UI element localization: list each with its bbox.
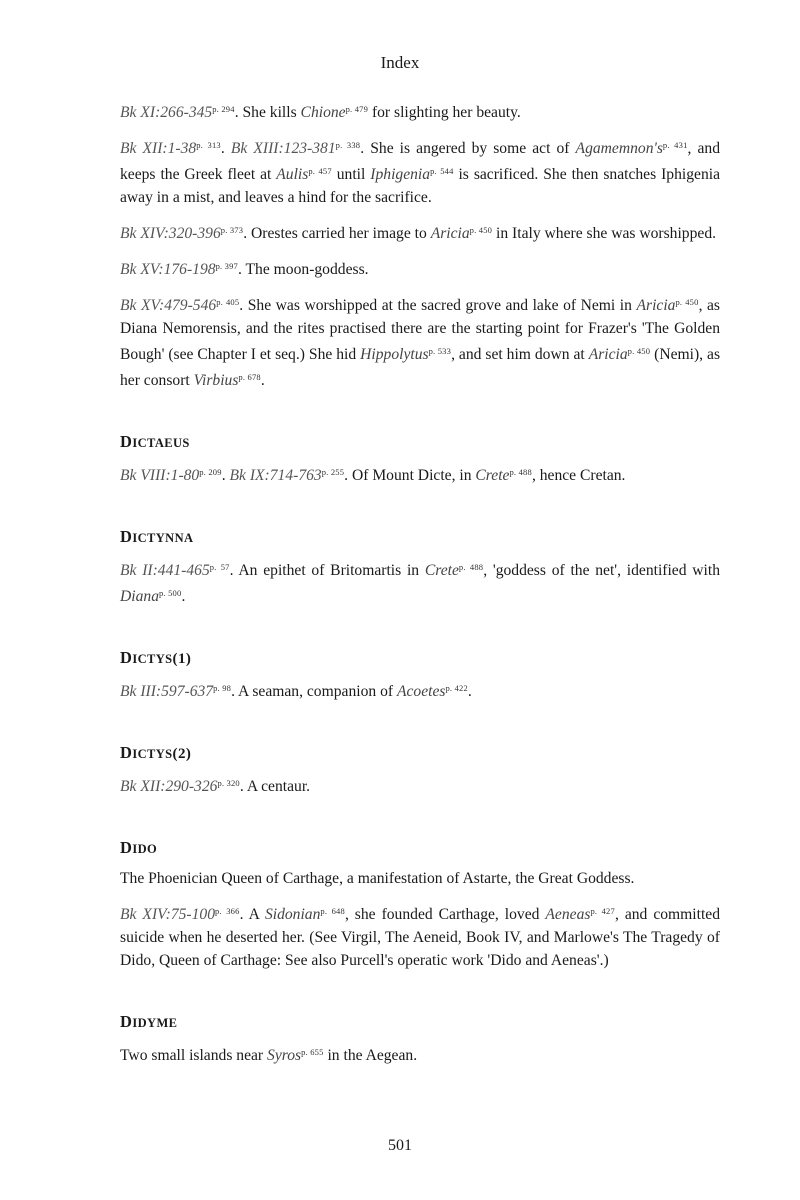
cross-reference[interactable]: Syros <box>267 1047 302 1064</box>
book-reference[interactable]: Bk XIII:123-381 <box>230 140 336 157</box>
cross-reference[interactable]: Aricia <box>430 225 470 242</box>
entry-paragraph: Bk $III:597-637^{p. 98}$. A seaman, companion of Acoetes$^{p. 422}$. <box>120 683 472 700</box>
page-ref[interactable]: p. 457 <box>308 166 332 176</box>
entry-paragraph: Bk $VIII:1-80^{p. 209}$. Bk $IX:714-763^{p. 255}$. Of Mount Dicte, in Crete$^{p. 488}$, hence Cretan. <box>120 467 626 484</box>
page-ref[interactable]: p. 488 <box>458 562 484 572</box>
page-ref[interactable]: p. 320 <box>217 778 240 788</box>
cross-reference[interactable]: Diana <box>120 588 159 605</box>
diana-paragraph-2: Bk $XII:1-38^{p. 313}$. Bk $XIII:123-381^{p. 338}$. She is angered by some act of $Agamemnon's^{p. 431}$, and keeps the Greek fleet at Aulis$^{p. 457}$ until Iphigenia$^{p. 544}$ is sacrificed. She then snatches Iphigenia away in a mist, and leaves a hind for the sacrifice. <box>120 140 721 206</box>
entry-paragraph: Two small islands near Syros$^{p. 655}$ in the Aegean. <box>120 1047 418 1064</box>
headword: DICTAEUS <box>120 432 190 451</box>
diana-paragraph-3: Bk $XIV:320-396^{p. 373}$. Orestes carried her image to Aricia$^{p. 450}$ in Italy where she was worshipped. <box>120 225 717 242</box>
diana-paragraph-4: Bk $XV:176-198^{p. 397}$. The moon-goddess. <box>120 261 369 278</box>
page-ref[interactable]: p. 427 <box>590 906 615 916</box>
page-ref[interactable]: p. 450 <box>627 346 651 356</box>
book-reference[interactable]: Bk XV:479-546 <box>120 297 217 314</box>
book-reference[interactable]: Bk XV:176-198 <box>120 261 216 278</box>
page-ref[interactable]: p. 98 <box>213 683 232 693</box>
entry-dictys-2 <box>120 743 720 798</box>
entry-paragraph: Bk $XII:290-326^{p. 320}$. A centaur. <box>120 778 311 795</box>
cross-reference[interactable]: Acoetes <box>396 683 446 700</box>
book-reference[interactable]: Bk II:441-465 <box>120 562 210 579</box>
page-ref[interactable]: p. 57 <box>209 562 230 572</box>
book-reference[interactable]: Bk III:597-637 <box>120 683 214 700</box>
cross-reference[interactable]: Hippolytus <box>360 346 429 363</box>
entry-paragraph: Bk $XIV:75-100^{p. 366}$. A Sidonian$^{p. 648}$, she founded Carthage, loved Aeneas$^{p. 427}$, and committed suicide when he deserted her. (See Virgil, The Aeneid, Book IV, and Marlowe's The Tragedy of Dido, Queen of Carthage: See also Purcell's operatic work 'Dido and Aeneas'.) <box>120 906 721 969</box>
book-reference[interactable]: Bk IX:714-763 <box>229 467 322 484</box>
cross-reference[interactable]: Crete <box>424 562 459 579</box>
cross-reference[interactable]: Sidonian <box>264 906 321 923</box>
page-ref[interactable]: p. 373 <box>220 225 244 235</box>
diana-paragraph-1: Bk $XI:266-345^{p. 294}$. She kills Chione$^{p. 479}$ for slighting her beauty. <box>120 104 521 121</box>
cross-reference[interactable]: Aulis <box>276 166 309 183</box>
page-ref[interactable]: p. 366 <box>215 906 240 916</box>
book-reference[interactable]: Bk XII:290-326 <box>120 778 218 795</box>
book-reference[interactable]: Bk XIV:320-396 <box>120 225 221 242</box>
page-ref[interactable]: p. 678 <box>238 372 261 382</box>
page-ref[interactable]: p. 338 <box>335 140 361 150</box>
page-ref[interactable]: p. 422 <box>445 683 468 693</box>
entry-paragraph: The Phoenician Queen of Carthage, a manifestation of Astarte, the Great Goddess. <box>120 870 635 887</box>
page-ref[interactable]: p. 313 <box>196 140 221 150</box>
cross-reference[interactable]: Aricia <box>636 297 676 314</box>
entry-dictys-1 <box>120 648 720 703</box>
page-ref[interactable]: p. 655 <box>301 1047 324 1057</box>
diana-paragraph-5: Bk $XV:479-546^{p. 405}$. She was worshipped at the sacred grove and lake of Nemi in Aricia$^{p. 450}$, as Diana Nemorensis, and the rites practised there are the starting point for Frazer's 'The Golden Bough' (see Chapter I et seq.) She hid Hippolytus$^{p. 533}$, and set him down at Aricia$^{p. 450}$ (Nemi), as her consort Virbius$^{p. 678}$. <box>120 297 721 389</box>
page-ref[interactable]: p. 648 <box>320 906 345 916</box>
cross-reference[interactable]: Crete <box>475 467 510 484</box>
book-reference[interactable]: Bk XII:1-38 <box>120 140 197 157</box>
page-ref[interactable]: p. 209 <box>199 467 222 477</box>
page-ref[interactable]: p. 488 <box>509 467 532 477</box>
cross-reference[interactable]: Aricia <box>588 346 628 363</box>
page-ref[interactable]: p. 397 <box>215 261 239 271</box>
page-ref[interactable]: p. 533 <box>428 346 452 356</box>
headword: DICTYS(1) <box>120 648 192 667</box>
page-ref[interactable]: p. 479 <box>345 104 369 114</box>
index-content <box>120 98 720 1077</box>
headword: DICTYS(2) <box>120 743 192 762</box>
page-ref[interactable]: p. 405 <box>216 297 240 307</box>
page-ref[interactable]: p. 450 <box>675 297 699 307</box>
page-ref[interactable]: p. 450 <box>469 225 493 235</box>
cross-reference[interactable]: Aeneas <box>545 906 591 923</box>
page-ref[interactable]: p. 431 <box>662 140 688 150</box>
page-ref[interactable]: p. 255 <box>321 467 345 477</box>
entry-dictaeus <box>120 432 720 487</box>
cross-reference[interactable]: Agamemnon's <box>575 140 663 157</box>
book-reference[interactable]: Bk XIV:75-100 <box>120 906 216 923</box>
cross-reference[interactable]: Iphigenia <box>370 166 431 183</box>
headword: DICTYNNA <box>120 527 194 546</box>
page-number: 501 <box>388 1137 412 1154</box>
entry-dido <box>120 838 720 972</box>
page-ref[interactable]: p. 544 <box>430 166 454 176</box>
page-ref[interactable]: p. 294 <box>212 104 235 114</box>
book-reference[interactable]: Bk VIII:1-80 <box>120 467 200 484</box>
headword: DIDO <box>120 838 158 857</box>
entry-dictynna <box>120 527 720 608</box>
entry-paragraph: Bk $II:441-465^{p. 57}$. An epithet of Britomartis in Crete$^{p. 488}$, 'goddess of the net', identified with Diana$^{p. 500}$. <box>120 562 721 605</box>
book-reference[interactable]: Bk XI:266-345 <box>120 104 213 121</box>
running-header: Index <box>380 53 420 72</box>
entry-didyme <box>120 1012 720 1067</box>
cross-reference[interactable]: Chione <box>300 104 346 121</box>
cross-reference[interactable]: Virbius <box>193 372 239 389</box>
page-ref[interactable]: p. 500 <box>158 588 182 598</box>
headword: DIDYME <box>120 1012 178 1031</box>
